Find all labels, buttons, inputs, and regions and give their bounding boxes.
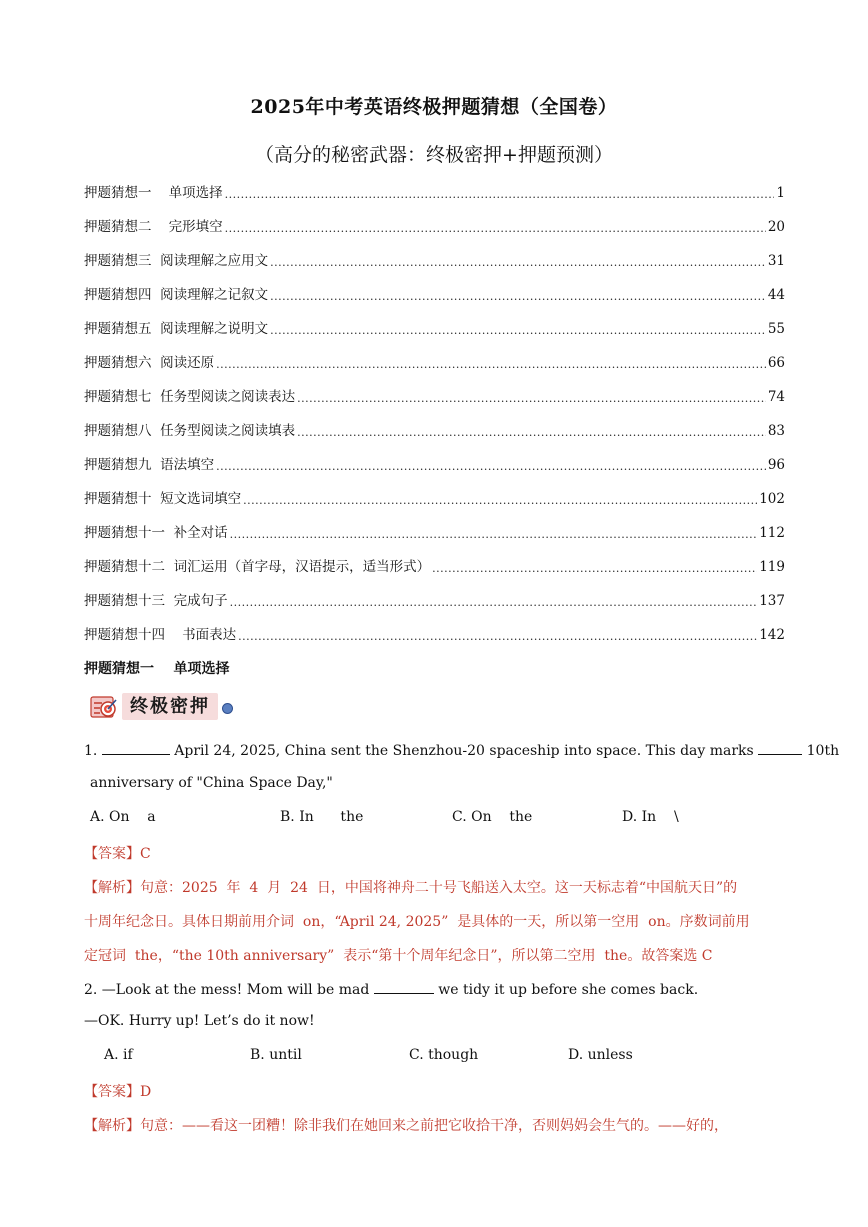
toc-entry[interactable] [84, 244, 785, 278]
toc-entry-page: 55 [767, 321, 785, 337]
toc-entry[interactable] [84, 414, 785, 448]
toc-leader-dots [225, 214, 766, 244]
toc-entry[interactable] [84, 550, 785, 584]
toc-entry-label: 押题猜想六 阅读还原 [84, 355, 215, 371]
toc-entry-label: 押题猜想十二 词汇运用（首字母，汉语提示，适当形式） [84, 559, 431, 575]
analysis-line: 定冠词 the，“the 10th anniversary” 表示“第十个周年纪念日”，所以第二空用 the。故答案选 C [84, 948, 713, 964]
option-d[interactable]: D. In \ [622, 809, 679, 825]
toc-entry-page: 74 [767, 389, 785, 405]
toc-entry-page: 119 [759, 559, 785, 575]
toc-entry-label: 押题猜想三 阅读理解之应用文 [84, 253, 269, 269]
table-of-contents [84, 176, 785, 652]
toc-entry-label: 押题猜想九 语法填空 [84, 457, 215, 473]
toc-entry-page: 31 [767, 253, 785, 269]
question-number: 1. [84, 743, 98, 759]
question-text: we tidy it up before she comes back. [433, 982, 699, 998]
toc-leader-dots [297, 418, 766, 448]
option-b[interactable]: B. In the [280, 809, 364, 825]
toc-leader-dots [297, 384, 766, 414]
toc-entry-label: 押题猜想十 短文选词填空 [84, 491, 242, 507]
option-a[interactable]: A. On a [90, 809, 156, 825]
question-text: 10th [802, 743, 840, 759]
toc-entry[interactable] [84, 584, 785, 618]
toc-leader-dots [225, 180, 775, 210]
toc-leader-dots [270, 282, 766, 312]
analysis-line: 十周年纪念日。具体日期前用介词 on，“April 24, 2025” 是具体的一天，所以第一空用 on。序数词前用 [84, 914, 750, 930]
section-banner [88, 690, 240, 724]
toc-leader-dots [216, 452, 766, 482]
option-d[interactable]: D. unless [568, 1047, 633, 1063]
toc-entry[interactable] [84, 176, 785, 210]
toc-entry[interactable] [84, 482, 785, 516]
answer-blank[interactable] [758, 740, 802, 755]
toc-entry-page: 1 [776, 185, 785, 201]
page-subtitle: （高分的秘密武器：终极密押+押题预测） [255, 144, 613, 166]
toc-leader-dots [230, 520, 758, 550]
toc-entry[interactable] [84, 312, 785, 346]
target-icon [90, 694, 118, 720]
toc-leader-dots [230, 588, 758, 618]
toc-entry[interactable] [84, 516, 785, 550]
banner-dot-icon [222, 703, 233, 714]
toc-leader-dots [270, 316, 766, 346]
toc-entry[interactable] [84, 448, 785, 482]
toc-entry-page: 83 [767, 423, 785, 439]
toc-entry[interactable] [84, 210, 785, 244]
toc-entry-label: 押题猜想一 单项选择 [84, 185, 223, 201]
option-c[interactable]: C. though [409, 1047, 479, 1063]
toc-entry[interactable] [84, 346, 785, 380]
question-text: 2. —Look at the mess! Mom will be mad [84, 982, 374, 998]
answer-line: 【答案】C [84, 846, 151, 862]
question-text: anniversary of "China Space Day," [90, 775, 333, 791]
option-b[interactable]: B. until [250, 1047, 302, 1063]
toc-leader-dots [238, 622, 757, 652]
toc-entry-label: 押题猜想十四 书面表达 [84, 627, 237, 643]
toc-entry-label: 押题猜想四 阅读理解之记叙文 [84, 287, 269, 303]
question-2 [84, 979, 698, 998]
analysis-line: 【解析】句意：2025 年 4 月 24 日，中国将神舟二十号飞船送入太空。这一天标志着“中国航天日”的 [84, 880, 738, 896]
toc-entry-label: 押题猜想十三 完成句子 [84, 593, 228, 609]
toc-entry-page: 44 [767, 287, 785, 303]
toc-entry-page: 20 [767, 219, 785, 235]
toc-entry-page: 102 [759, 491, 785, 507]
section-heading: 押题猜想一 单项选择 [84, 661, 230, 677]
toc-entry-label: 押题猜想五 阅读理解之说明文 [84, 321, 269, 337]
toc-leader-dots [432, 554, 757, 584]
toc-entry-page: 137 [759, 593, 785, 609]
option-a[interactable]: A. if [104, 1047, 133, 1063]
toc-entry[interactable] [84, 380, 785, 414]
toc-leader-dots [270, 248, 766, 278]
toc-entry-page: 96 [767, 457, 785, 473]
toc-entry-label: 押题猜想八 任务型阅读之阅读填表 [84, 423, 296, 439]
analysis-line: 【解析】句意：——看这一团糟！除非我们在她回来之前把它收拾干净，否则妈妈会生气的。——好的， [84, 1118, 728, 1134]
toc-entry[interactable] [84, 618, 785, 652]
toc-entry-label: 押题猜想二 完形填空 [84, 219, 223, 235]
banner-label: 终极密押 [122, 693, 218, 720]
toc-entry-page: 112 [759, 525, 785, 541]
toc-entry[interactable] [84, 278, 785, 312]
toc-entry-label: 押题猜想七 任务型阅读之阅读表达 [84, 389, 296, 405]
option-c[interactable]: C. On the [452, 809, 533, 825]
question-1 [84, 740, 839, 759]
dialogue-line: —OK. Hurry up! Let’s do it now! [84, 1013, 315, 1029]
toc-entry-label: 押题猜想十一 补全对话 [84, 525, 228, 541]
answer-line: 【答案】D [84, 1084, 152, 1100]
page-title: 2025年中考英语终极押题猜想（全国卷） [250, 96, 618, 118]
toc-leader-dots [243, 486, 757, 516]
toc-entry-page: 66 [767, 355, 785, 371]
question-text: April 24, 2025, China sent the Shenzhou-20 spaceship into space. This day marks [169, 743, 759, 759]
answer-blank[interactable] [102, 740, 170, 755]
answer-blank[interactable] [374, 979, 434, 994]
toc-leader-dots [216, 350, 766, 380]
toc-entry-page: 142 [759, 627, 785, 643]
